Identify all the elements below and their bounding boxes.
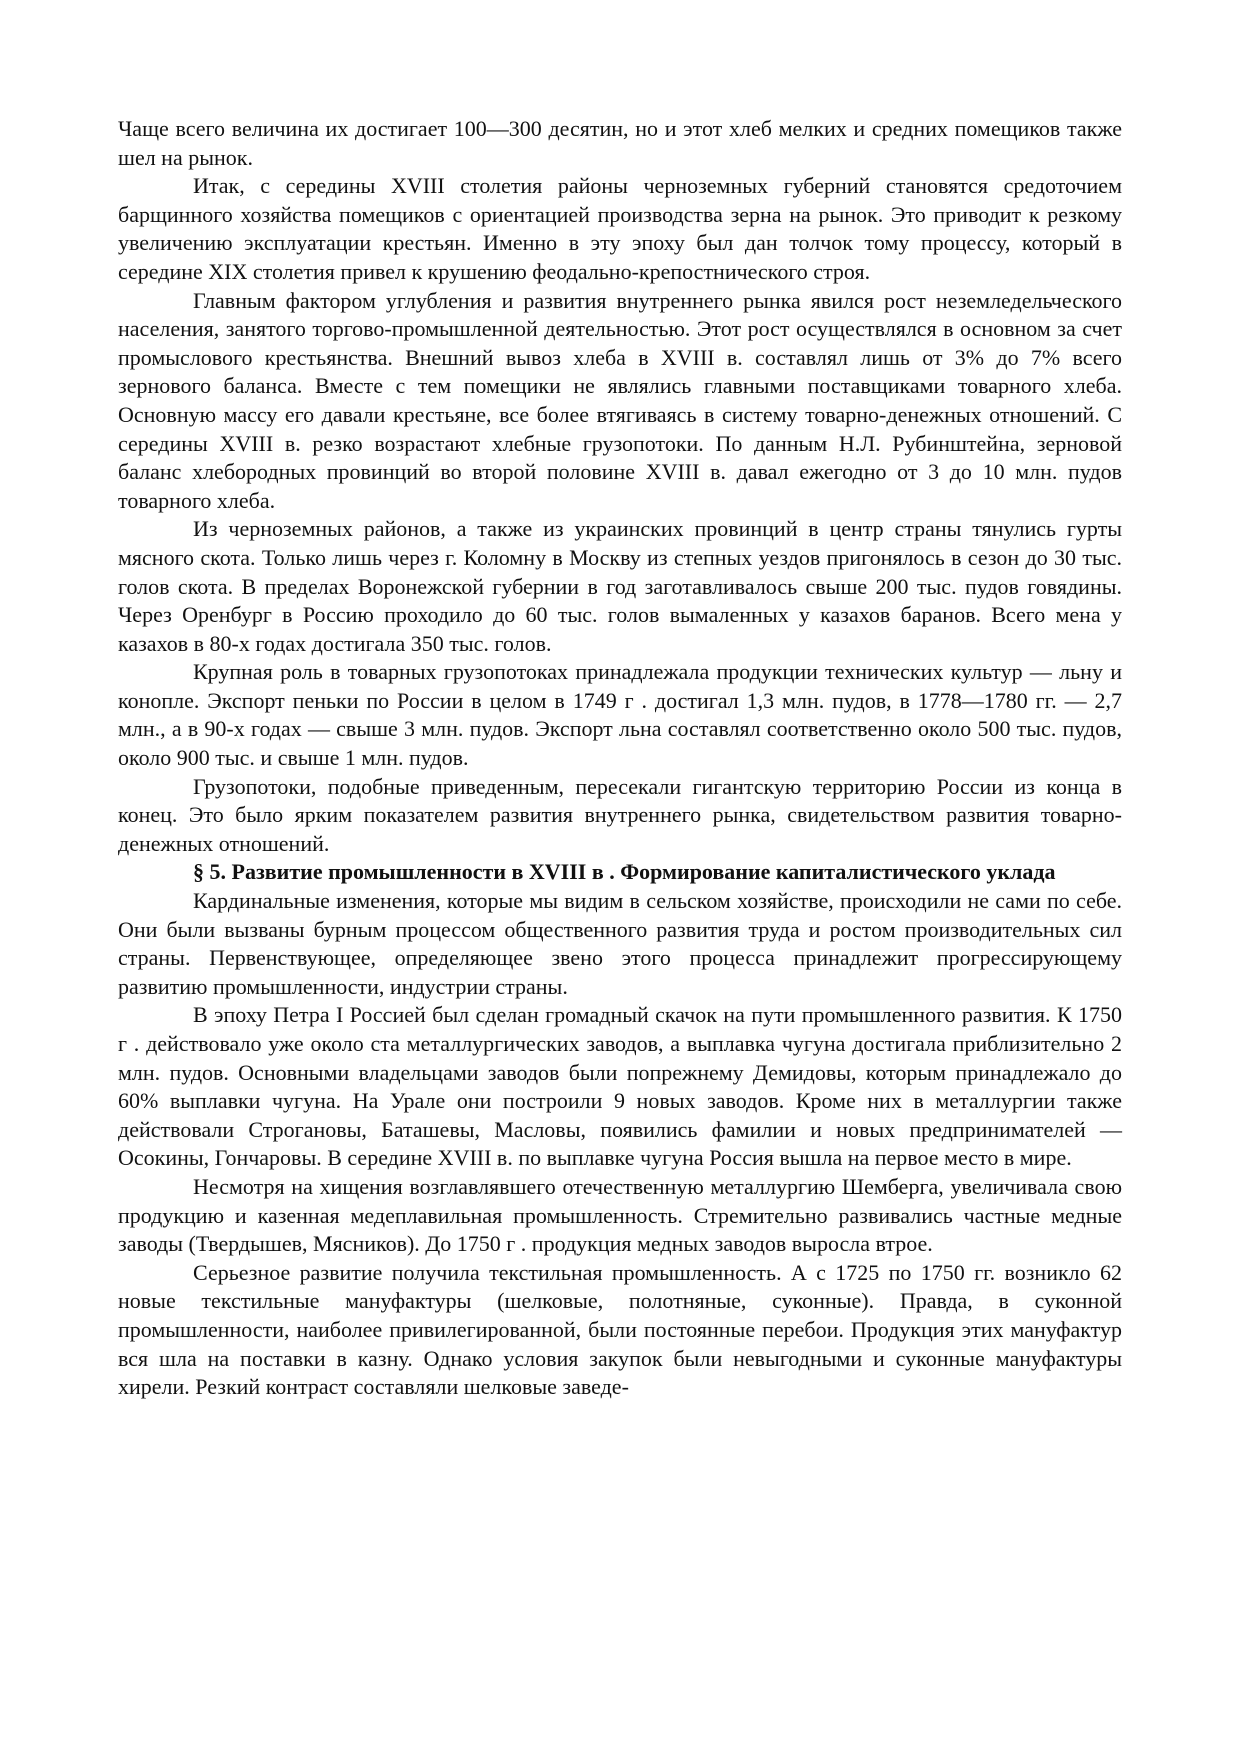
document-page	[118, 115, 1122, 1402]
paragraph: Чаще всего величина их достигает 100—300 десятин, но и этот хлеб мелких и средних помещиков также шел на рынок.	[118, 116, 1122, 170]
paragraph: Из черноземных районов, а также из украинских провинций в центр страны тянулись гурты мясного скота. Только лишь через г. Коломну в Москву из степных уездов пригонялось в сезон до 30 тыс. голов скота. В пределах Воронежской губернии в год заготавливалось свыше 200 тыс. пудов говядины. Через Оренбург в Россию проходило до 60 тыс. голов вымаленных у казахов баранов. Всего мена у казахов в 80-х годах достигала 350 тыс. голов.	[118, 516, 1122, 656]
paragraph: Несмотря на хищения возглавлявшего отечественную металлургию Шемберга, увеличивала свою продукцию и казенная медеплавильная промышленность. Стремительно развивались частные медные заводы (Твердышев, Мясников). До 1750 г . продукция медных заводов выросла втрое.	[118, 1173, 1122, 1257]
paragraph: Итак, с середины XVIII столетия районы черноземных губерний становятся средоточием барщинного хозяйства помещиков с ориентацией производства зерна на рынок. Это приводит к резкому увеличению эксплуатации крестьян. Именно в эту эпоху был дан толчок тому процессу, который в середине XIX столетия привел к крушению феодально-крепостнического строя.	[118, 173, 1122, 284]
paragraph: Грузопотоки, подобные приведенным, пересекали гигантскую территорию России из конца в конец. Это было ярким показателем развития внутреннего рынка, свидетельством развития товарно-денежных отношений.	[118, 773, 1122, 856]
paragraph: Крупная роль в товарных грузопотоках принадлежала продукции технических культур — льну и конопле. Экспорт пеньки по России в целом в 1749 г . достигал 1,3 млн. пудов, в 1778—1780 гг. — 2,7 млн., а в 90-х годах — свыше 3 млн. пудов. Экспорт льна составлял соответственно около 500 тыс. пудов, около 900 тыс. и свыше 1 млн. пудов.	[118, 659, 1122, 771]
section-heading: § 5. Развитие промышленности в XVIII в . Формирование капиталистического уклада	[193, 859, 1056, 885]
paragraph: В эпоху Петра I Россией был сделан громадный скачок на пути промышленного развития. К 1750 г . действовало уже около ста металлургических заводов, а выплавка чугуна достигала приблизительно 2 млн. пудов. Основными владельцами заводов были попрежнему Демидовы, которым принадлежало до 60% выплавки чугуна. На Урале они построили 9 новых заводов. Кроме них в металлургии также действовали Строгановы, Баташевы, Масловы, появились фамилии и новых предпринимателей — Осокины, Гончаровы. В середине XVIII в. по выплавке чугуна Россия вышла на первое место в мире.	[118, 1002, 1122, 1171]
paragraph: Серьезное развитие получила текстильная промышленность. А с 1725 по 1750 гг. возникло 62 новые текстильные мануфактуры (шелковые, полотняные, суконные). Правда, в суконной промышленности, наиболее привилегированной, были постоянные перебои. Продукция этих мануфактур вся шла на поставки в казну. Однако условия закупок были невыгодными и суконные мануфактуры хирели. Резкий контраст составляли шелковые заведе-	[118, 1259, 1122, 1400]
paragraph: Главным фактором углубления и развития внутреннего рынка явился рост неземледельческого населения, занятого торгово-промышленной деятельностью. Этот рост осуществлялся в основном за счет промыслового крестьянства. Внешний вывоз хлеба в XVIII в. составлял лишь от 3% до 7% всего зернового баланса. Вместе с тем помещики не являлись главными поставщиками товарного хлеба. Основную массу его давали крестьяне, все более втягиваясь в систему товарно-денежных отношений. С середины XVIII в. резко возрастают хлебные грузопотоки. По данным Н.Л. Рубинштейна, зерновой баланс хлебородных провинций во второй половине XVIII в. давал ежегодно от 3 до 10 млн. пудов товарного хлеба.	[118, 287, 1122, 513]
paragraph: Кардинальные изменения, которые мы видим в сельском хозяйстве, происходили не сами по себе. Они были вызваны бурным процессом общественного развития труда и ростом производительных сил страны. Первенствующее, определяющее звено этого процесса принадлежит прогрессирующему развитию промышленности, индустрии страны.	[118, 888, 1122, 999]
